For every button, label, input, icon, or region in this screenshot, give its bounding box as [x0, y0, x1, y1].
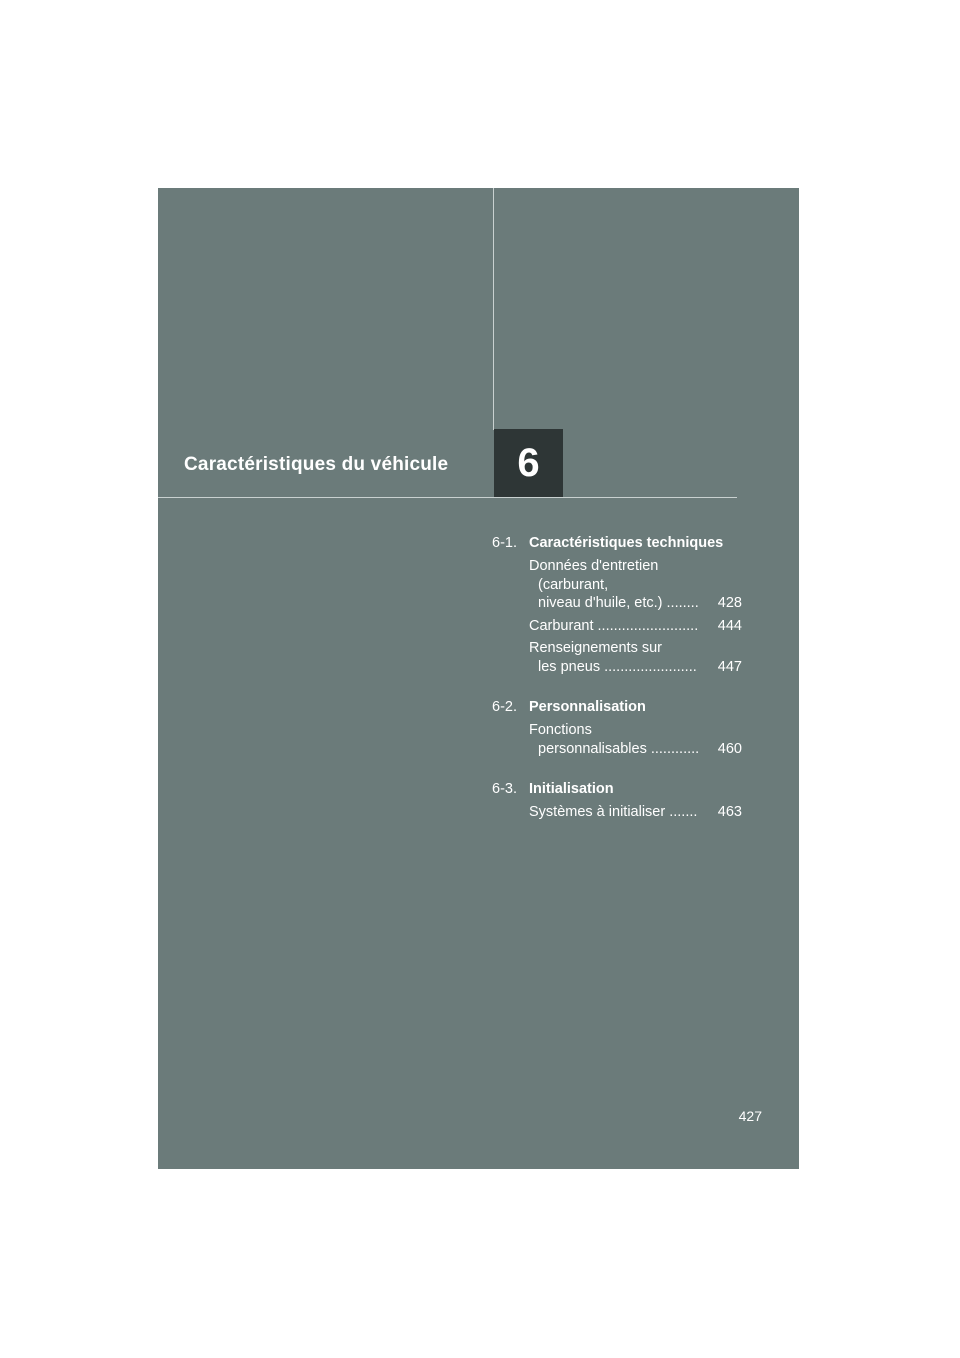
horizontal-divider [158, 497, 737, 498]
entry-text: niveau d'huile, etc.) ........ [538, 595, 699, 611]
toc-section [492, 534, 742, 676]
entry-page-number: 447 [717, 658, 742, 675]
vertical-divider [493, 188, 494, 430]
toc-section-heading[interactable] [492, 698, 742, 716]
section-title: Caractéristiques techniques [529, 535, 724, 551]
entry-text: (carburant, [538, 576, 609, 593]
entry-text: Fonctions [529, 722, 592, 738]
section-number: 6-3. [492, 781, 517, 797]
table-of-contents [492, 534, 742, 844]
entry-page-number: 460 [717, 740, 742, 757]
section-title: Initialisation [529, 781, 614, 797]
chapter-title: Caractéristiques du véhicule [184, 454, 449, 475]
entry-page-number: 428 [717, 595, 742, 611]
entry-page-number: 463 [717, 804, 742, 820]
entry-text: Données d'entretien [529, 558, 659, 574]
toc-entry[interactable] [529, 617, 742, 636]
chapter-number-box [494, 429, 563, 497]
toc-entry[interactable] [529, 803, 742, 822]
section-number: 6-2. [492, 699, 517, 715]
entry-text: Renseignements sur [529, 640, 662, 656]
entry-text: personnalisables ............ [538, 740, 700, 757]
chapter-panel [158, 188, 799, 1169]
entry-page-number: 444 [717, 617, 742, 634]
toc-section-heading[interactable] [492, 534, 742, 552]
toc-section [492, 698, 742, 758]
section-number: 6-1. [492, 535, 517, 551]
toc-section [492, 780, 742, 822]
section-title: Personnalisation [529, 699, 646, 715]
entry-text: Systèmes à initialiser ....... [529, 804, 698, 820]
toc-entry[interactable] [529, 557, 742, 613]
toc-section-heading[interactable] [492, 780, 742, 798]
entry-text: les pneus ....................... [538, 658, 697, 675]
page-number: 427 [738, 1108, 762, 1124]
chapter-number: 6 [517, 440, 540, 485]
toc-entry[interactable] [529, 721, 742, 758]
toc-entry[interactable] [529, 639, 742, 676]
entry-text: Carburant ......................... [529, 617, 699, 634]
